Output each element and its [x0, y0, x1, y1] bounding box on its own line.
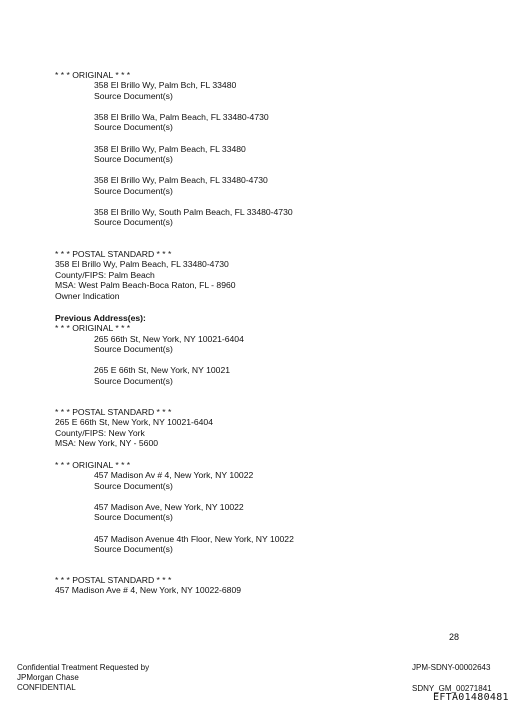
confidential-label: CONFIDENTIAL: [17, 683, 76, 692]
standard-address: 457 Madison Ave # 4, New York, NY 10022-6809: [55, 585, 242, 596]
source-documents-link[interactable]: Source Document(s): [94, 90, 173, 101]
county-fips: County/FIPS: Palm Beach: [55, 269, 155, 280]
postal-standard-header: * * * POSTAL STANDARD * * *: [55, 575, 172, 585]
address-line: 358 El Brillo Wy, Palm Beach, FL 33480: [94, 143, 246, 154]
confidential-treatment-text: Confidential Treatment Requested by: [17, 663, 150, 672]
source-documents-link[interactable]: Source Document(s): [94, 185, 173, 196]
address-line: 265 66th St, New York, NY 10021-6404: [94, 333, 244, 344]
owner-indication: Owner Indication: [55, 290, 120, 301]
standard-address: 265 E 66th St, New York, NY 10021-6404: [55, 417, 213, 428]
bates-number-jpm: JPM-SDNY-00002643: [412, 663, 491, 672]
page-number: 28: [449, 632, 460, 642]
original-header: * * * ORIGINAL * * *: [55, 70, 131, 80]
standard-address: 358 El Brillo Wy, Palm Beach, FL 33480-4730: [55, 259, 229, 270]
original-section-3: [55, 460, 294, 554]
source-documents-link[interactable]: Source Document(s): [94, 480, 173, 491]
address-line: 358 El Brillo Wy, Palm Beach, FL 33480-4730: [94, 175, 268, 186]
postal-standard-header: * * * POSTAL STANDARD * * *: [55, 407, 172, 417]
source-documents-link[interactable]: Source Document(s): [94, 122, 173, 133]
postal-standard-section-1: [55, 249, 236, 301]
source-documents-link[interactable]: Source Document(s): [94, 217, 173, 228]
source-documents-link[interactable]: Source Document(s): [94, 512, 173, 523]
previous-addresses-section: [55, 313, 244, 386]
source-documents-link[interactable]: Source Document(s): [94, 544, 173, 555]
postal-standard-section-2: [55, 407, 213, 449]
company-name: JPMorgan Chase: [17, 673, 79, 682]
county-fips: County/FIPS: New York: [55, 427, 145, 438]
original-section-1: [55, 70, 293, 228]
postal-standard-header: * * * POSTAL STANDARD * * *: [55, 249, 172, 259]
address-line: 457 Madison Ave, New York, NY 10022: [94, 502, 244, 513]
msa: MSA: New York, NY - 5600: [55, 438, 159, 449]
address-line: 358 El Brillo Wy, Palm Bch, FL 33480: [94, 80, 237, 91]
previous-addresses-title: Previous Address(es):: [55, 313, 146, 323]
source-documents-link[interactable]: Source Document(s): [94, 375, 173, 386]
source-documents-link[interactable]: Source Document(s): [94, 154, 173, 165]
msa: MSA: West Palm Beach-Boca Raton, FL - 8960: [55, 280, 236, 291]
address-line: 358 El Brillo Wy, South Palm Beach, FL 33480-4730: [94, 206, 293, 217]
postal-standard-section-3: [55, 575, 241, 596]
address-line: 457 Madison Av # 4, New York, NY 10022: [94, 470, 254, 481]
footer-right: [412, 663, 492, 694]
address-line: 358 El Brillo Wa, Palm Beach, FL 33480-4730: [94, 112, 269, 123]
address-line: 265 E 66th St, New York, NY 10021: [94, 365, 231, 376]
original-header: * * * ORIGINAL * * *: [55, 460, 131, 470]
footer-left: [17, 663, 149, 693]
source-documents-link[interactable]: Source Document(s): [94, 344, 173, 355]
efta-stamp: EFTA01480481: [433, 692, 509, 703]
bates-number-sdny: SDNY_GM_00271841: [412, 683, 492, 693]
address-line: 457 Madison Avenue 4th Floor, New York, NY 10022: [94, 533, 294, 544]
original-header: * * * ORIGINAL * * *: [55, 323, 131, 334]
